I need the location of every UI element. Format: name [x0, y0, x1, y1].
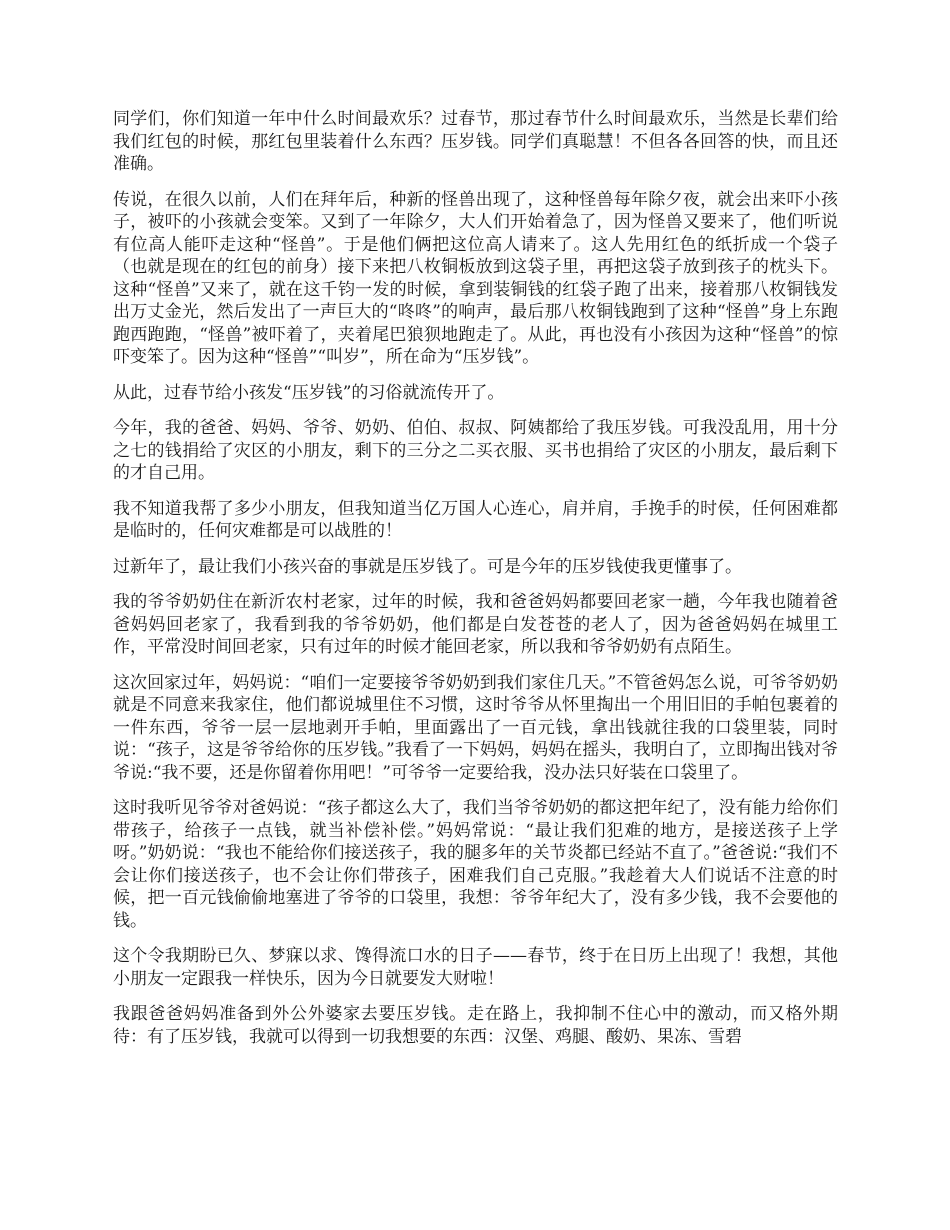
paragraph: 传说，在很久以前，人们在拜年后，种新的怪兽出现了，这种怪兽每年除夕夜，就会出来吓小孩子，被吓的小孩就会变笨。又到了一年除夕，大人们开始着急了，因为怪兽又要来了，他们听说有位高人能吓走这种“怪兽”。于是他们俩把这位高人请来了。这人先用红色的纸折成一个袋子（也就是现在的红包的前身）接下来把八枚铜板放到这袋子里，再把这袋子放到孩子的枕头下。这种“怪兽”又来了，就在这千钧一发的时候，拿到装铜钱的红袋子跑了出来，接着那八枚铜钱发出万丈金光，然后发出了一声巨大的“咚咚”的响声，最后那八枚铜钱跑到了这种“怪兽”身上东跑跑西跑跑，“怪兽”被吓着了，夹着尾巴狼狈地跑走了。从此，再也没有小孩因为这种“怪兽”的惊吓变笨了。因为这种“怪兽”“叫岁”，所在命为“压岁钱”。 — [113, 189, 838, 367]
paragraph: 这时我听见爷爷对爸妈说：“孩子都这么大了，我们当爷爷奶奶的都这把年纪了，没有能力给你们带孩子，给孩子一点钱，就当补偿补偿。”妈妈常说：“最让我们犯难的地方，是接送孩子上学呀。”奶奶说：“我也不能给你们接送孩子，我的腿多年的关节炎都已经站不直了。”爸爸说:“我们不会让你们接送孩子，也不会让你们带孩子，困难我们自己克服。”我趁着大人们说话不注意的时候，把一百元钱偷偷地塞进了爷爷的口袋里，我想：爷爷年纪大了，没有多少钱，我不会要他的钱。 — [113, 798, 838, 931]
paragraph: 我跟爸爸妈妈准备到外公外婆家去要压岁钱。走在路上，我抑制不住心中的激动，而又格外期待：有了压岁钱，我就可以得到一切我想要的东西：汉堡、鸡腿、酸奶、果冻、雪碧 — [113, 1004, 838, 1047]
paragraph: 这个令我期盼已久、梦寐以求、馋得流口水的日子——春节，终于在日历上出现了！我想，其他小朋友一定跟我一样快乐，因为今日就要发大财啦！ — [113, 946, 838, 989]
document-body — [113, 108, 838, 1061]
paragraph: 这次回家过年，妈妈说：“咱们一定要接爷爷奶奶到我们家住几天。”不管爸妈怎么说，可爷爷奶奶就是不同意来我家住，他们都说城里住不习惯，这时爷爷从怀里掏出一个用旧旧的手帕包裹着的一件东西，爷爷一层一层地剥开手帕，里面露出了一百元钱，拿出钱就往我的口袋里装，同时说：“孩子，这是爷爷给你的压岁钱。”我看了一下妈妈，妈妈在摇头，我明白了，立即掏出钱对爷爷说:“我不要，还是你留着你用吧！”可爷爷一定要给我，没办法只好装在口袋里了。 — [113, 672, 838, 783]
paragraph: 过新年了，最让我们小孩兴奋的事就是压岁钱了。可是今年的压岁钱使我更懂事了。 — [113, 556, 742, 577]
paragraph: 今年，我的爸爸、妈妈、爷爷、奶奶、伯伯、叔叔、阿姨都给了我压岁钱。可我没乱用，用十分之七的钱捐给了灾区的小朋友，剩下的三分之二买衣服、买书也捐给了灾区的小朋友，最后剩下的才自己用。 — [113, 418, 838, 483]
paragraph: 从此，过春节给小孩发“压岁钱”的习俗就流传开了。 — [113, 382, 505, 403]
paragraph: 我不知道我帮了多少小朋友，但我知道当亿万国人心连心，肩并肩，手挽手的时侯，任何困难都是临时的，任何灾难都是可以战胜的！ — [113, 498, 838, 541]
paragraph: 同学们，你们知道一年中什么时间最欢乐？过春节，那过春节什么时间最欢乐，当然是长辈们给我们红包的时候，那红包里装着什么东西？压岁钱。同学们真聪慧！不但各各回答的快，而且还准确。 — [113, 109, 838, 174]
paragraph: 我的爷爷奶奶住在新沂农村老家，过年的时候，我和爸爸妈妈都要回老家一趟，今年我也随着爸爸妈妈回老家了，我看到我的爷爷奶奶，他们都是白发苍苍的老人了，因为爸爸妈妈在城里工作，平常没时间回老家，只有过年的时候才能回老家，所以我和爷爷奶奶有点陌生。 — [113, 592, 838, 657]
